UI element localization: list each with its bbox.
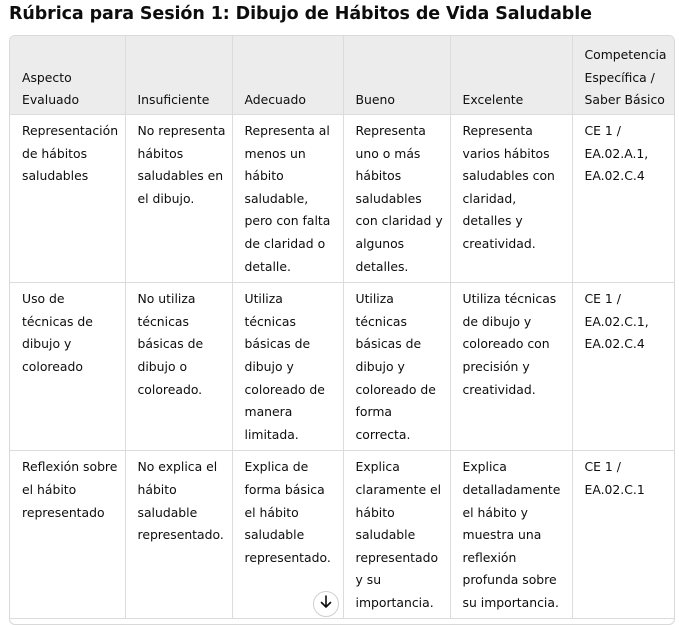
table-cell: No explica el hábito saludable representado. [125, 451, 232, 619]
header-bueno: Bueno [343, 36, 450, 115]
header-aspecto: Aspecto Evaluado [10, 36, 125, 115]
table-cell: Representación de hábitos saludables [10, 115, 125, 283]
table-cell: CE 1 / EA.02.C.1, EA.02.C.4 [572, 283, 675, 451]
rubric-table [10, 36, 675, 619]
table-cell: Representa al menos un hábito saludable, pero con falta de claridad o detalle. [232, 115, 343, 283]
table-row [10, 451, 675, 619]
scroll-to-bottom-button[interactable] [313, 591, 339, 617]
table-cell: CE 1 / EA.02.C.1 [572, 451, 675, 619]
header-excelente: Excelente [450, 36, 572, 115]
table-cell: Uso de técnicas de dibujo y coloreado [10, 283, 125, 451]
table-cell: Explica detalladamente el hábito y muestra una reflexión profunda sobre su importancia. [450, 451, 572, 619]
table-cell: Utiliza técnicas básicas de dibujo y coloreado de forma correcta. [343, 283, 450, 451]
table-cell: Representa varios hábitos saludables con claridad, detalles y creatividad. [450, 115, 572, 283]
table-cell: Utiliza técnicas básicas de dibujo y coloreado de manera limitada. [232, 283, 343, 451]
table-cell: Representa uno o más hábitos saludables con claridad y algunos detalles. [343, 115, 450, 283]
table-cell: No representa hábitos saludables en el dibujo. [125, 115, 232, 283]
table-row [10, 283, 675, 451]
rubric-table-container [9, 35, 675, 625]
header-adecuado: Adecuado [232, 36, 343, 115]
table-cell: Explica de forma básica el hábito saludable representado. [232, 451, 343, 619]
header-competencia: Competencia Específica / Saber Básico [572, 36, 675, 115]
arrow-down-icon [319, 595, 333, 609]
page-title: Rúbrica para Sesión 1: Dibujo de Hábitos de Vida Saludable [9, 4, 592, 24]
table-cell: Reflexión sobre el hábito representado [10, 451, 125, 619]
table-cell: Utiliza técnicas de dibujo y coloreado con precisión y creatividad. [450, 283, 572, 451]
table-cell: Explica claramente el hábito saludable representado y su importancia. [343, 451, 450, 619]
table-cell: No utiliza técnicas básicas de dibujo o coloreado. [125, 283, 232, 451]
table-row [10, 115, 675, 283]
header-insuficiente: Insuficiente [125, 36, 232, 115]
table-cell: CE 1 / EA.02.A.1, EA.02.C.4 [572, 115, 675, 283]
table-header-row [10, 36, 675, 115]
